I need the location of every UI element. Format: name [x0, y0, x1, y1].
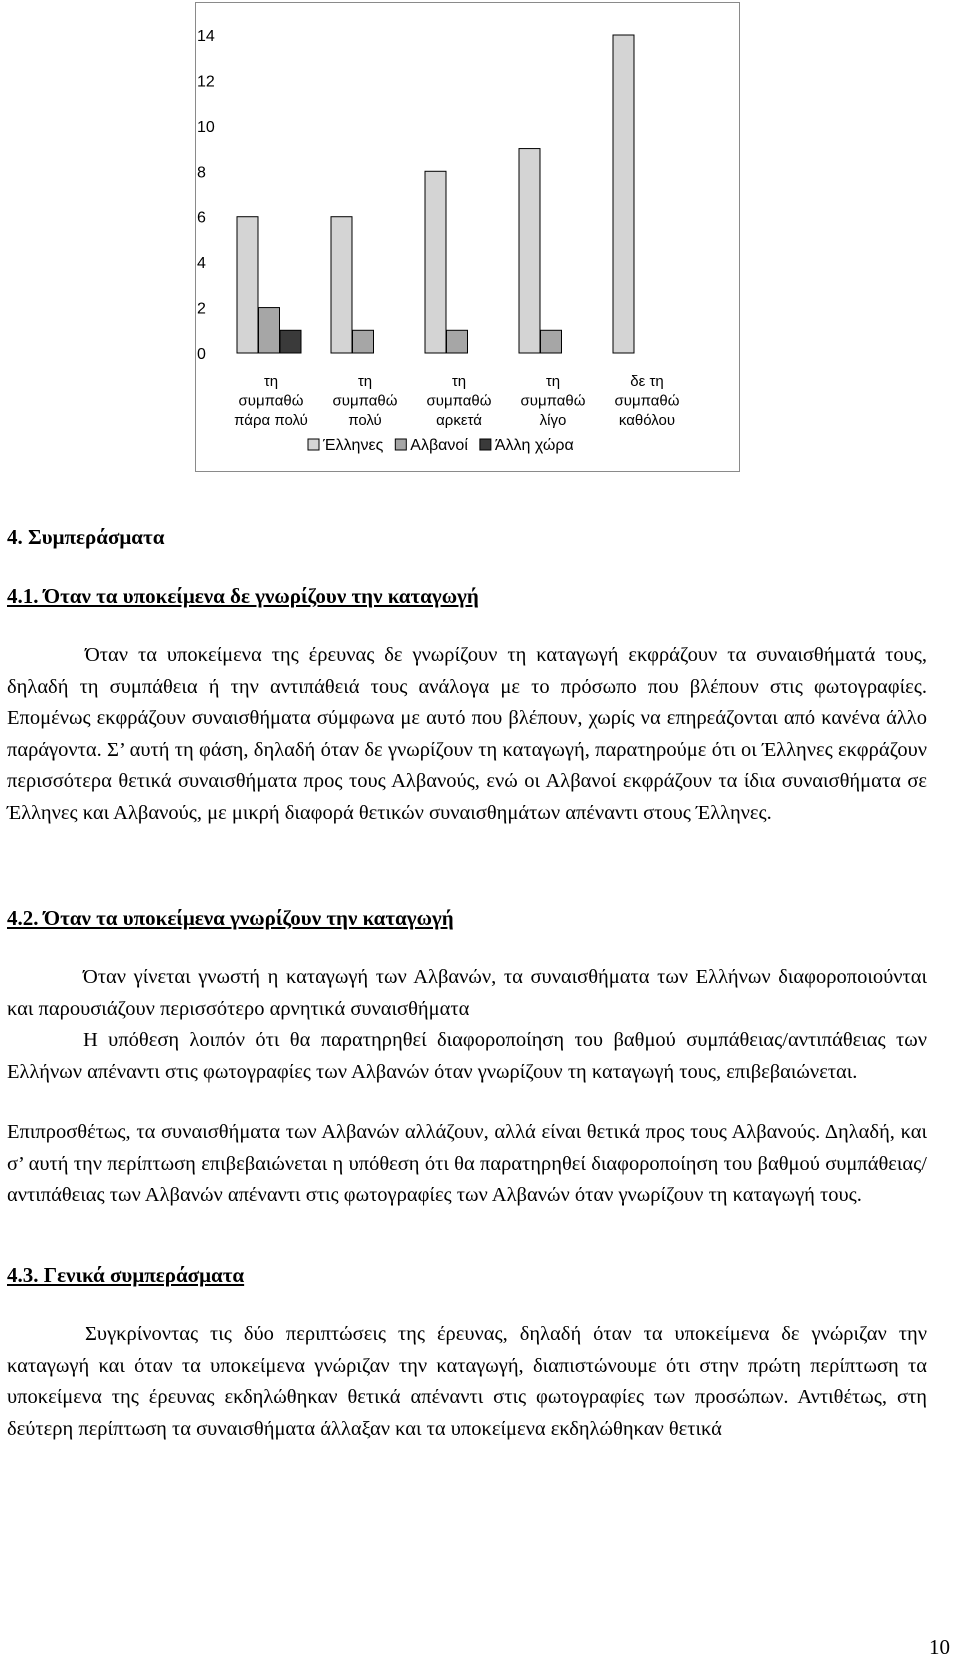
x-tick-label: δε τη [630, 373, 664, 390]
bar [259, 308, 280, 353]
x-tick-label: πολύ [348, 412, 382, 429]
paragraph-4-2-a: Όταν γίνεται γνωστή η καταγωγή των Αλβανών, τα συναισθήματα των Ελλήνων διαφοροποιούνται και παρουσιάζουν περισσότερο αρνητικά συναισθήματα [7, 966, 927, 1020]
x-tick-label: συμπαθώ [238, 392, 304, 410]
x-tick-label: συμπαθώ [426, 392, 492, 410]
page-number: 10 [929, 1635, 950, 1659]
y-tick-label: 10 [197, 118, 215, 136]
bar [541, 330, 562, 353]
x-tick-label: καθόλου [618, 412, 676, 429]
y-tick-label: 6 [197, 209, 206, 227]
bar [280, 330, 301, 353]
bar [353, 330, 374, 353]
legend-label: Άλλη χώρα [494, 437, 574, 454]
section-heading-4-3: 4.3. Γενικά συμπεράσματα [7, 1263, 245, 1287]
paragraph-4-3: Συγκρίνοντας τις δύο περιπτώσεις της έρευνας, δηλαδή όταν τα υποκείμενα δε γνώριζαν την καταγωγή και όταν τα υποκείμενα γνώριζαν την καταγωγή, διαπιστώνουμε ότι στην πρώτη περίπτωση τα υποκείμενα της έρευνας εκδηλώθηκαν θετικά απέναντι στις φωτογραφίες των προσώπων. Αντιθέτως, στη δεύτερη περίπτωση τα συναισθήματα άλλαξαν και τα υποκείμενα εκδηλώθηκαν θετικά [7, 1323, 927, 1440]
section-heading-4: 4. Συμπεράσματα [7, 525, 165, 549]
bar [237, 217, 258, 353]
paragraph-4-1: Όταν τα υποκείμενα της έρευνας δε γνωρίζουν τη καταγωγή εκφράζουν τα συναισθήματά τους, δηλαδή τη συμπάθεια ή την αντιπάθειά τους ανάλογα με το πρόσωπο που βλέπουν στις φωτογραφίες. Επομένως εκφράζουν συναισθήματα σύμφωνα με αυτό που βλέπουν, χωρίς να επηρεάζονται από κανένα άλλο παράγοντα. Σ’ αυτή τη φάση, δηλαδή όταν δε γνωρίζουν τη καταγωγή, παρατηρούμε ότι οι Έλληνες εκφράζουν περισσότερα θετικά συναισθήματα προς τους Αλβανούς, ενώ οι Αλβανοί εκφράζουν τα ίδια συναισθήματα σε Έλληνες και Αλβανούς, με μικρή διαφορά θετικών συναισθημάτων απέναντι στους Έλληνες. [7, 644, 927, 824]
x-tick-label: συμπαθώ [332, 392, 398, 410]
bar [447, 330, 468, 353]
legend-swatch [480, 439, 491, 450]
x-tick-label: αρκετά [436, 412, 482, 429]
y-tick-label: 14 [197, 28, 215, 45]
y-tick-label: 4 [197, 255, 206, 273]
bar [519, 149, 540, 353]
legend-swatch [395, 439, 406, 450]
section-heading-4-2: 4.2. Όταν τα υποκείμενα γνωρίζουν την καταγωγή [7, 906, 454, 930]
x-tick-label: τη [451, 373, 467, 390]
bar [425, 171, 446, 353]
y-tick-label: 2 [197, 300, 206, 318]
x-tick-label: πάρα πολύ [234, 412, 308, 429]
legend-label: Αλβανοί [410, 437, 468, 454]
x-tick-label: τη [357, 373, 373, 390]
x-tick-label: λίγο [539, 412, 567, 429]
x-tick-label: συμπαθώ [520, 392, 586, 410]
y-tick-label: 12 [197, 73, 215, 91]
x-tick-label: τη [263, 373, 279, 390]
y-tick-label: 8 [197, 164, 206, 182]
x-tick-label: τη [545, 373, 561, 390]
paragraph-4-2-c: Επιπροσθέτως, τα συναισθήματα των Αλβανών αλλάζουν, αλλά είναι θετικά προς τους Αλβανούς. Δηλαδή, και σ’ αυτή την περίπτωση επιβεβαιώνεται η υπόθεση ότι θα παρατηρηθεί διαφοροποίηση του βαθμού συμπάθειας/αντιπάθειας των Αλβανών απέναντι στις φωτογραφίες των Αλβανών όταν γνωρίζουν τη καταγωγή τους. [7, 1121, 927, 1206]
section-heading-4-1: 4.1. Όταν τα υποκείμενα δε γνωρίζουν την καταγωγή [7, 584, 479, 608]
legend-swatch [308, 439, 319, 450]
y-tick-label: 0 [197, 346, 206, 363]
bar [331, 217, 352, 353]
legend-label: Έλληνες [323, 437, 384, 454]
x-tick-label: συμπαθώ [614, 392, 680, 410]
paragraph-4-2-b: Η υπόθεση λοιπόν ότι θα παρατηρηθεί διαφοροποίηση του βαθμού συμπάθειας/αντιπάθειας των Ελλήνων απέναντι στις φωτογραφίες των Αλβανών όταν γνωρίζουν τη καταγωγή τους, επιβεβαιώνεται. [7, 1029, 927, 1083]
bar [613, 35, 634, 353]
bar-chart [195, 2, 785, 462]
